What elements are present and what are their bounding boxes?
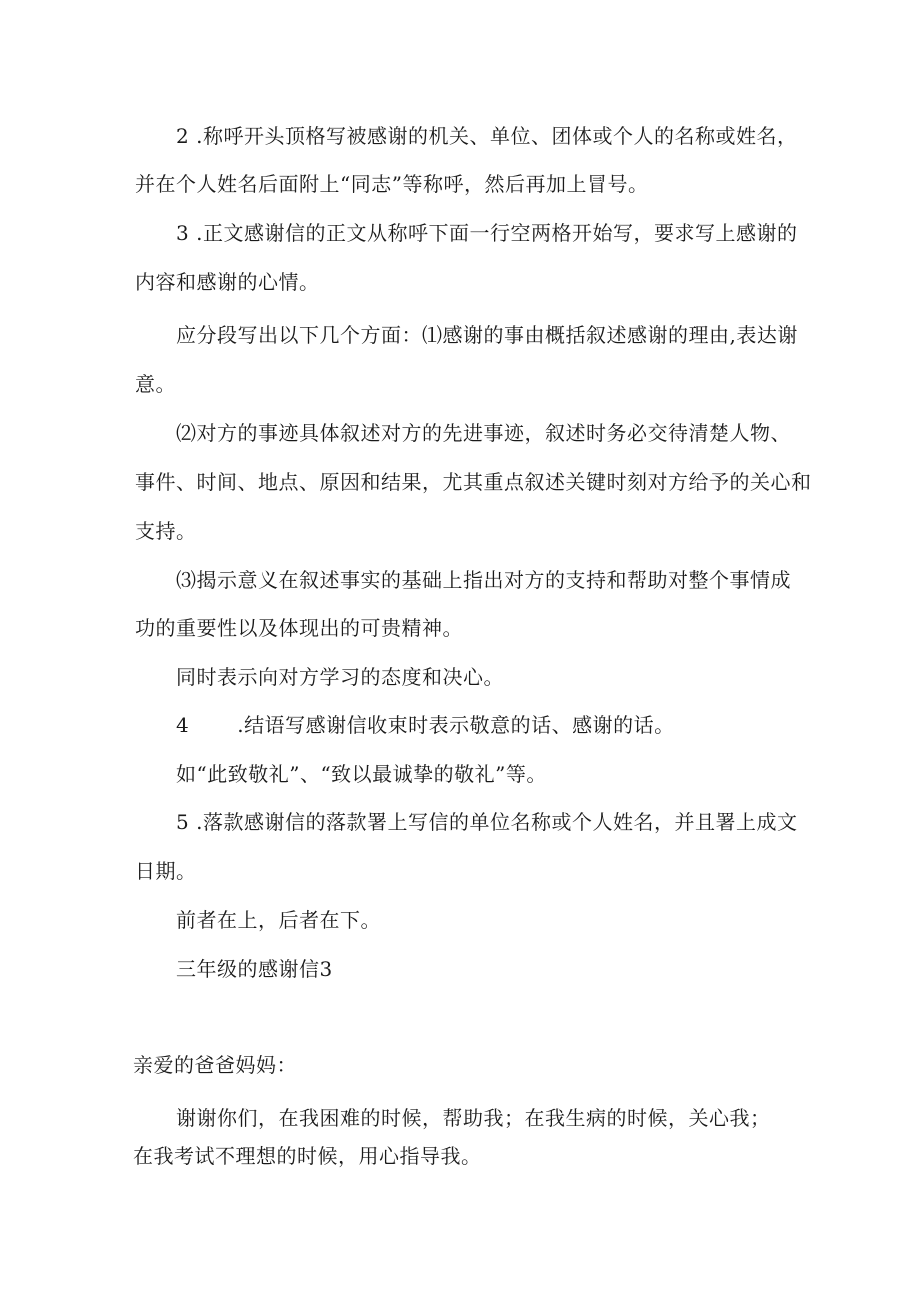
text-line: 并在个人姓名后面附上“同志”等称呼，然后再加上冒号。 xyxy=(135,172,649,196)
text-line: 支持。 xyxy=(135,519,197,543)
text-line: 2 .称呼开头顶格写被感谢的机关、单位、团体或个人的名称或姓名， xyxy=(176,124,798,148)
text-line: 功的重要性以及体现出的可贵精神。 xyxy=(135,616,463,640)
salutation: 亲爱的爸爸妈妈： xyxy=(133,1053,297,1077)
text-line: 前者在上，后者在下。 xyxy=(176,908,381,932)
text-line: 同时表示向对方学习的态度和决心。 xyxy=(176,665,504,689)
text-line: 谢谢你们，在我困难的时候，帮助我；在我生病的时候，关心我； xyxy=(176,1106,771,1130)
text-line: ⑶揭示意义在叙述事实的基础上指出对方的支持和帮助对整个事情成 xyxy=(176,568,791,592)
text-line: 日期。 xyxy=(135,859,197,883)
text-line: 4 .结语写感谢信收束时表示敬意的话、感谢的话。 xyxy=(176,713,675,737)
text-line: 意。 xyxy=(135,372,176,396)
text-line: 如“此致敬礼”、“致以最诚挚的敬礼”等。 xyxy=(176,762,547,786)
section-title: 三年级的感谢信3 xyxy=(176,957,333,981)
text-line: 内容和感谢的心情。 xyxy=(135,270,320,294)
text-line: 3 .正文感谢信的正文从称呼下面一行空两格开始写，要求写上感谢的 xyxy=(176,221,798,245)
text-line: 事件、时间、地点、原因和结果，尤其重点叙述关键时刻对方给予的关心和 xyxy=(135,470,812,494)
text-line: ⑵对方的事迹具体叙述对方的先进事迹，叙述时务必交待清楚人物、 xyxy=(176,421,791,445)
text-line: 5 .落款感谢信的落款署上写信的单位名称或个人姓名，并且署上成文 xyxy=(176,810,798,834)
text-line: 应分段写出以下几个方面：⑴感谢的事由概括叙述感谢的理由,表达谢 xyxy=(176,323,798,347)
text-line: 在我考试不理想的时候，用心指导我。 xyxy=(133,1144,482,1168)
